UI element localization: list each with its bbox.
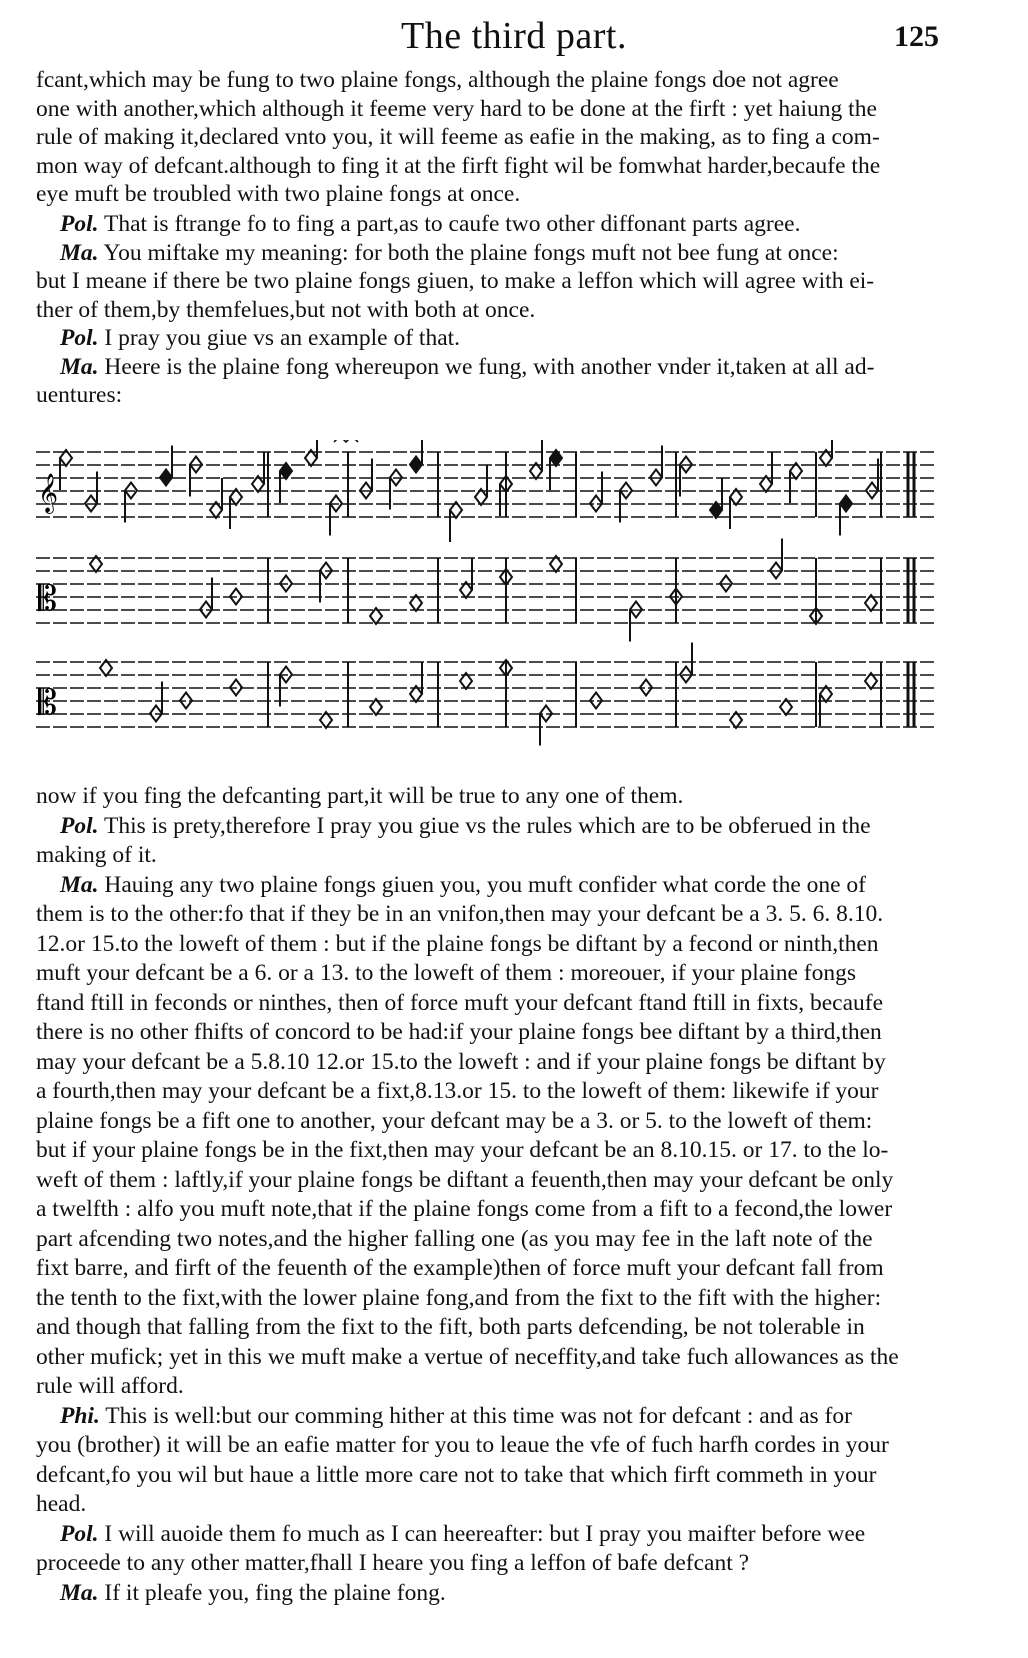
line-text: part afcending two notes,and the higher falling one (as you may fee in the laft note of the bbox=[36, 1225, 873, 1252]
text-line bbox=[36, 1195, 976, 1223]
note-head bbox=[160, 470, 172, 486]
dialogue-line bbox=[60, 210, 1000, 238]
text-line bbox=[36, 930, 976, 958]
line-text: 12.or 15.to the loweft of them : but if the plaine fongs be diftant by a fecond or ninth,then bbox=[36, 930, 879, 957]
line-text: proceede to any other matter,fhall I heare you fing a leffon of bafe defcant ? bbox=[36, 1550, 750, 1576]
text-line: rule of making it,declared vnto you, it will feeme as eafie in the making, as to fing a com- bbox=[36, 124, 880, 150]
line-text: you (brother) it will be an eafie matter for you to leaue the vfe of fuch harfh cordes in your bbox=[36, 1432, 889, 1458]
text-line bbox=[36, 1048, 976, 1076]
g-clef-icon: 𝄞 bbox=[38, 473, 59, 513]
speaker-label: Ma. bbox=[60, 1579, 99, 1606]
page-number: 125 bbox=[894, 20, 939, 53]
line-text: the tenth to the fixt,with the lower plaine fong,and from the fixt to the fift with the higher: bbox=[36, 1284, 882, 1311]
text-line bbox=[36, 1372, 976, 1400]
line-text: weft of them : laftly,if your plaine fongs be diftant a feuenth,then may your defcant be only bbox=[36, 1166, 894, 1193]
music-staves bbox=[36, 440, 936, 770]
text-line bbox=[36, 900, 976, 928]
speaker-label: Pol. bbox=[60, 325, 99, 351]
text-line bbox=[36, 1136, 976, 1164]
text-line: one with another,which although it feeme very hard to be done at the firft : yet haiung the bbox=[36, 95, 877, 122]
running-head: The third part. bbox=[401, 15, 627, 57]
line-text: Heere is the plaine fong whereupon we fung, with another vnder it,taken at all ad- bbox=[104, 353, 875, 380]
text-line bbox=[36, 1225, 976, 1253]
text-line bbox=[36, 1077, 976, 1105]
text-line bbox=[36, 959, 976, 987]
text-line bbox=[36, 1284, 976, 1312]
text-line bbox=[36, 989, 976, 1017]
line-text: muft your defcant be a 6. or a 13. to the loweft of them : moreouer, if your plaine fongs bbox=[36, 960, 857, 986]
line-text: but I meane if there be two plaine fongs giuen, to make a leffon which will agree with ei- bbox=[36, 268, 875, 294]
dialogue-line bbox=[36, 296, 976, 324]
line-text: plaine fongs be a fift one to another, your defcant may be a 3. or 5. to the loweft of them: bbox=[36, 1107, 873, 1134]
text-line bbox=[60, 871, 1000, 899]
speaker-label: Ma. bbox=[60, 239, 99, 266]
line-text: uentures: bbox=[36, 382, 123, 408]
line-text: ftand ftill in feconds or ninthes, then of force muft your defcant ftand ftill in fixts, becaufe bbox=[36, 989, 884, 1016]
c-clef-icon: 𝄡 bbox=[38, 683, 57, 723]
line-text: them is to the other:fo that if they be in an vnifon,then may your defcant be a 3. 5. 6. 8.10. bbox=[36, 901, 884, 927]
c-clef-icon: 𝄡 bbox=[38, 579, 57, 619]
line-text: defcant,fo you wil but haue a little more care not to take that which firft commeth in your bbox=[36, 1461, 877, 1488]
speaker-label: Ma. bbox=[60, 871, 99, 898]
line-text: fixt barre, and firft of the feuenth of the example)then of force muft your defcant fall from bbox=[36, 1255, 884, 1281]
text-line bbox=[60, 1579, 1000, 1607]
text-line bbox=[60, 1520, 1000, 1548]
note-head bbox=[840, 496, 852, 512]
text-line bbox=[36, 1461, 976, 1489]
line-text: other mufick; yet in this we muft make a vertue of neceffity,and take fuch allowances as the bbox=[36, 1343, 899, 1370]
line-text: I will auoide them fo much as I can heereafter: but I pray you maifter before wee bbox=[104, 1520, 866, 1547]
fermata-icon bbox=[334, 440, 358, 442]
text-line: fcant,which may be fung to two plaine fongs, although the plaine fongs doe not agree bbox=[36, 67, 839, 93]
line-text: ther of them,by themfelues,but not with both at once. bbox=[36, 296, 536, 323]
text-line: mon way of defcant.although to fing it at the firft fight wil be fomwhat harder,becaufe the bbox=[36, 152, 881, 179]
line-text: I pray you giue vs an example of that. bbox=[104, 325, 461, 351]
text-line bbox=[36, 1343, 976, 1371]
line-text: a twelfth : alfo you muft note,that if the plaine fongs come from a fift to a fecond,the lower bbox=[36, 1196, 893, 1222]
speaker-label: Ma. bbox=[60, 353, 99, 380]
line-text: a fourth,then may your defcant be a fixt,8.13.or 15. to the loweft of them: likewife if your bbox=[36, 1078, 879, 1104]
text-line bbox=[36, 1166, 976, 1194]
dialogue-line bbox=[60, 239, 1000, 267]
text-line bbox=[36, 1490, 976, 1518]
line-text: This is prety,therefore I pray you giue vs the rules which are to be obferued in the bbox=[103, 812, 871, 839]
line-text: rule will afford. bbox=[36, 1373, 184, 1399]
text-line bbox=[36, 1549, 976, 1577]
line-text: Hauing any two plaine fongs giuen you, you muft confider what corde the one of bbox=[104, 871, 866, 898]
speaker-label: Pol. bbox=[60, 1520, 99, 1547]
line-text: You miftake my meaning: for both the plaine fongs muft not bee fung at once: bbox=[103, 239, 839, 266]
line-text: making of it. bbox=[36, 842, 157, 868]
text-line bbox=[36, 782, 976, 810]
line-text: head. bbox=[36, 1491, 87, 1517]
speaker-label: Pol. bbox=[60, 211, 99, 237]
text-line bbox=[36, 1254, 976, 1282]
text-line bbox=[36, 1018, 976, 1046]
line-text: If it pleafe you, fing the plaine fong. bbox=[104, 1579, 446, 1606]
dialogue-line bbox=[36, 267, 976, 295]
music-example bbox=[36, 440, 936, 770]
text-line bbox=[36, 1107, 976, 1135]
speaker-label: Phi. bbox=[60, 1402, 100, 1429]
text-line bbox=[36, 1431, 976, 1459]
note-head bbox=[410, 457, 422, 473]
text-line bbox=[36, 841, 976, 869]
line-text: That is ftrange fo to fing a part,as to caufe two other diffonant parts agree. bbox=[103, 211, 801, 237]
text-line bbox=[36, 1313, 976, 1341]
speaker-label: Pol. bbox=[60, 812, 99, 839]
line-text: This is well:but our comming hither at this time was not for defcant : and as for bbox=[105, 1402, 852, 1429]
dialogue-line bbox=[60, 353, 1000, 381]
line-text: may your defcant be a 5.8.10 12.or 15.to the loweft : and if your plaine fongs be diftant by bbox=[36, 1048, 886, 1075]
text-line: eye muft be troubled with two plaine fongs at once. bbox=[36, 181, 521, 207]
dialogue-line bbox=[60, 324, 1000, 352]
line-text: now if you fing the defcanting part,it will be true to any one of them. bbox=[36, 783, 684, 809]
line-text: and though that falling from the fixt to the fift, both parts defcending, be not tolerable in bbox=[36, 1314, 865, 1340]
line-text: there is no other fhifts of concord to be had:if your plaine fongs bee diftant by a third,then bbox=[36, 1019, 882, 1045]
text-line bbox=[60, 812, 1000, 840]
text-line bbox=[60, 1402, 1000, 1430]
dialogue-line bbox=[36, 381, 976, 409]
line-text: but if your plaine fongs be in the fixt,then may your defcant be an 8.10.15. or 17. to the lo- bbox=[36, 1137, 889, 1163]
